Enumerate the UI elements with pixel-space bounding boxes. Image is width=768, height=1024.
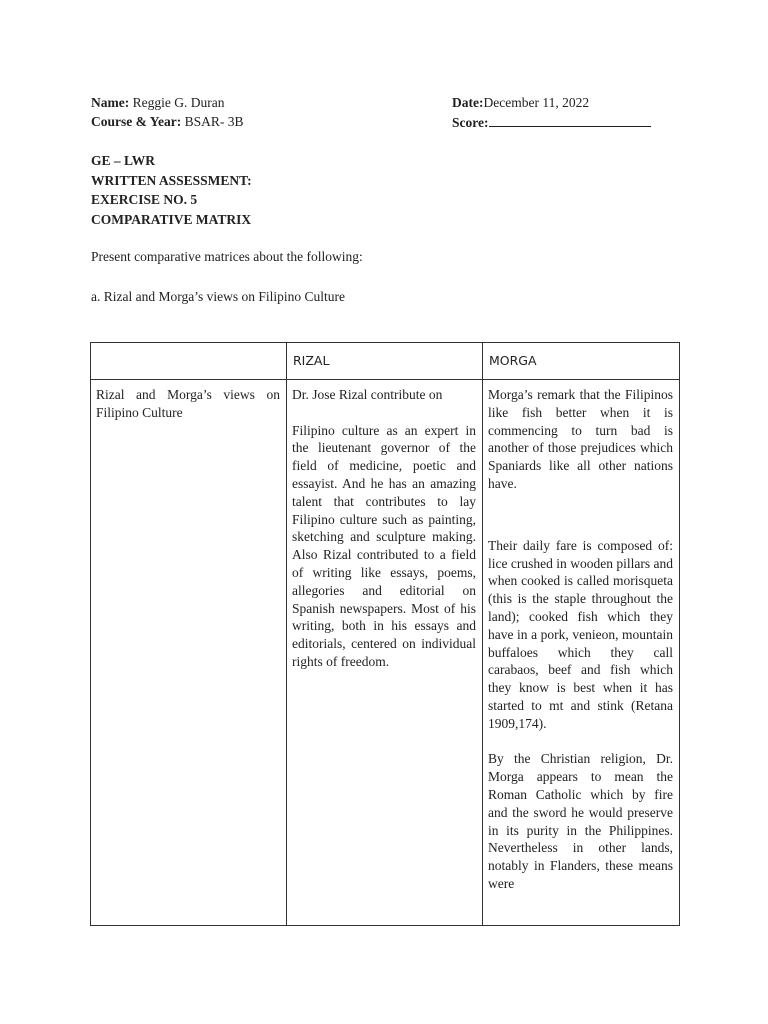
comparative-matrix-table	[90, 342, 680, 926]
name-value: Reggie G. Duran	[132, 95, 225, 110]
score-line	[452, 113, 651, 132]
instruction-text: Present comparative matrices about the following:	[91, 249, 363, 264]
name-label: Name:	[91, 95, 130, 110]
date-label: Date:	[452, 95, 484, 110]
rizal-body: Filipino culture as an expert in the lieutenant governor of the field of medicine, poetic and essayist. And he has an amazing talent that contributes to lay Filipino culture such as painting, sketching and sculpture making. Also Rizal contributed to a field of writing like essays, poems, allegories and editorial on Spanish newspapers. Most of his writing, both in his essays and editorials, centered on individual rights of freedom.	[292, 422, 476, 669]
rizal-cell	[287, 380, 483, 926]
course-line	[91, 113, 244, 131]
row-label: Rizal and Morga’s views on Filipino Culture	[96, 387, 280, 420]
row-label-cell	[91, 380, 287, 926]
morga-paragraph-3: By the Christian religion, Dr. Morga appears to mean the Roman Catholic which by fire and the sword he would preserve in its purity in the Philippines. Nevertheless in other lands, notably in Flanders, these means were	[488, 751, 673, 891]
course-label: Course & Year:	[91, 114, 182, 129]
date-value: December 11, 2022	[483, 95, 590, 110]
morga-paragraph-2: Their daily fare is composed of: lice crushed in wooden pillars and when cooked is called morisqueta (this is the staple throughout the land); cooked fish which they have in a pork, venieon, mountain buffaloes which they call carabaos, beef and fish which they know is best when it has started to mt and stink (Retana 1909,174).	[488, 537, 673, 731]
table-header-row	[91, 343, 680, 380]
table-row	[91, 380, 680, 926]
morga-cell	[483, 380, 680, 926]
date-line	[452, 94, 589, 112]
score-blank	[489, 113, 651, 127]
course-value: BSAR- 3B	[184, 114, 244, 129]
header-cell-rizal: RIZAL	[287, 343, 483, 380]
assessment-titles	[91, 151, 252, 229]
course-code-title: GE – LWR	[91, 153, 156, 168]
name-line	[91, 94, 224, 112]
rizal-intro: Dr. Jose Rizal contribute on	[292, 387, 443, 402]
item-a-text: a. Rizal and Morga’s views on Filipino Culture	[91, 289, 345, 304]
assessment-title: WRITTEN ASSESSMENT:	[91, 172, 252, 188]
header-cell-empty	[91, 343, 287, 380]
morga-paragraph-1: Morga’s remark that the Filipinos like fish better when it is commencing to turn bad is another of those prejudices which Spaniards like all other nations have.	[488, 387, 673, 491]
score-label: Score:	[452, 115, 489, 130]
matrix-title: COMPARATIVE MATRIX	[91, 211, 252, 227]
header-cell-morga: MORGA	[483, 343, 680, 380]
exercise-title: EXERCISE NO. 5	[91, 192, 198, 207]
